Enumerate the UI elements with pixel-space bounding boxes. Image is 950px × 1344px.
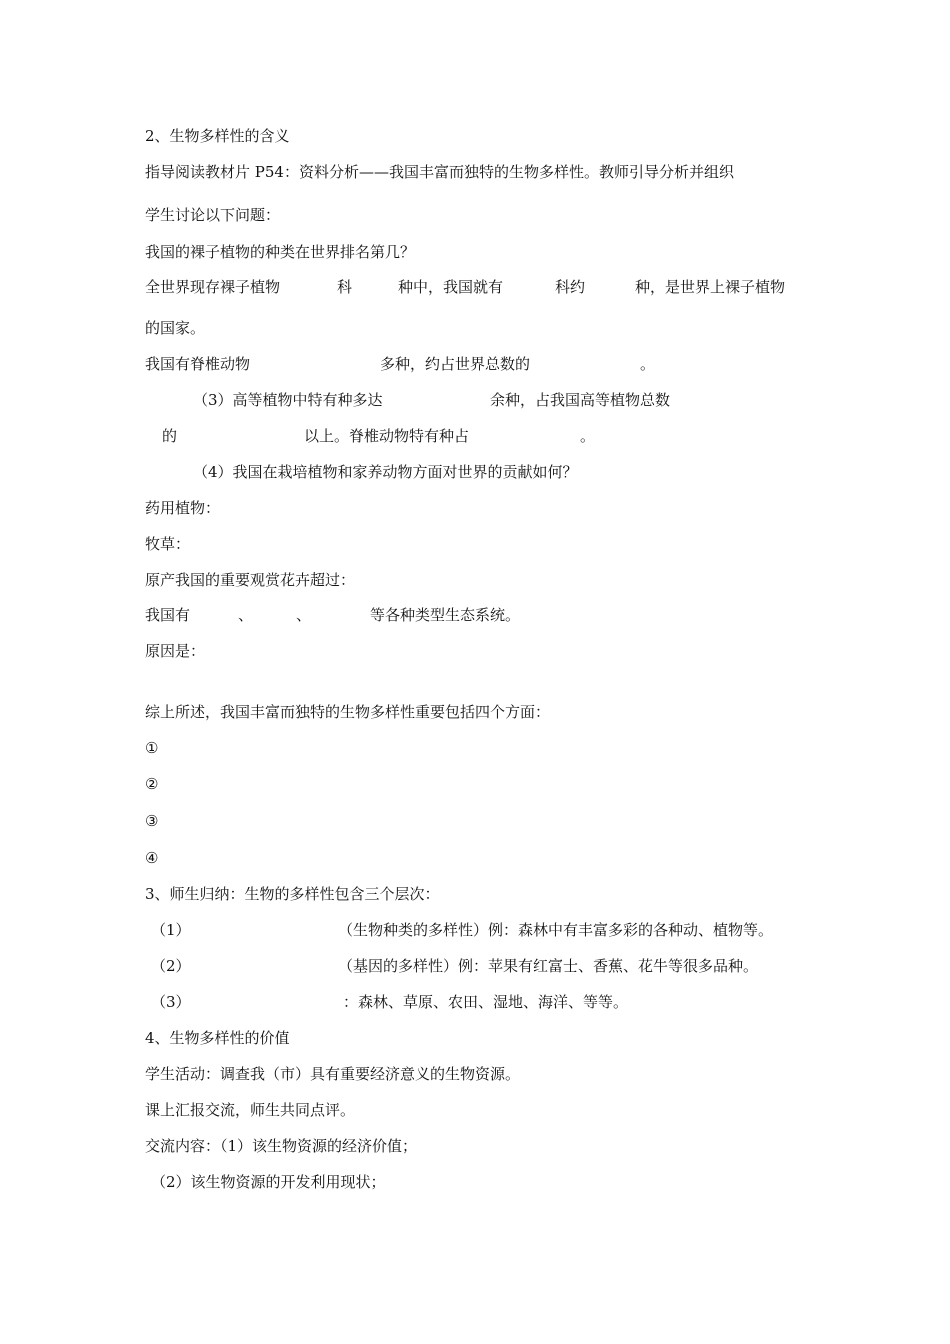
text-line: （2） [151,957,191,975]
text-line: 课上汇报交流，师生共同点评。 [145,1101,356,1119]
text-line: 等各种类型生态系统。 [370,606,521,624]
text-line: 的国家。 [145,319,206,337]
text-line: 原因是： [145,642,206,660]
text-line: 的 [162,427,178,445]
text-line: 。 [640,355,656,373]
list-item: ③ [145,812,159,830]
list-item: ① [145,739,159,757]
section-heading-2: 2、生物多样性的含义 [145,127,290,145]
text-line: 综上所述，我国丰富而独特的生物多样性重要包括四个方面： [145,703,551,721]
section-heading-3: 3、师生归纳：生物的多样性包含三个层次： [145,885,440,903]
text-line: 、 [238,606,254,624]
text-line: 。 [580,427,596,445]
text-line: 种，是世界上裸子植物 [635,278,786,296]
text-line: 科 [337,278,353,296]
text-line: （3）高等植物中特有种多达 [193,391,383,409]
text-line: 牧草： [145,535,191,553]
text-line: 我国有脊椎动物 [145,355,251,373]
question-line: 我国的裸子植物的种类在世界排名第几？ [145,243,416,261]
list-item: ② [145,775,159,793]
question-line: （4）我国在栽培植物和家养动物方面对世界的贡献如何？ [193,463,578,481]
text-line: 我国有 [145,606,191,624]
text-line: 原产我国的重要观赏花卉超过： [145,571,356,589]
section-heading-4: 4、生物多样性的价值 [145,1029,290,1047]
text-line: 科约 [555,278,586,296]
text-line: （生物种类的多样性）例：森林中有丰富多彩的各种动、植物等。 [338,921,774,939]
text-line: 药用植物： [145,499,221,517]
text-line: ：森林、草原、农田、湿地、海洋、等等。 [343,993,629,1011]
text-line: 多种，约占世界总数的 [380,355,531,373]
text-line: 以上。脊椎动物特有种占 [304,427,470,445]
text-line: （基因的多样性）例：苹果有红富士、香蕉、花牛等很多品种。 [338,957,759,975]
text-line: （3） [151,993,191,1011]
text-line: 种中，我国就有 [398,278,504,296]
text-line: 交流内容：（1）该生物资源的经济价值； [145,1137,418,1155]
text-line: （1） [151,921,191,939]
text-line: 指导阅读教材片 P54：资料分析——我国丰富而独特的生物多样性。教师引导分析并组织 [145,163,734,181]
text-line: 全世界现存裸子植物 [145,278,281,296]
text-line: 余种，占我国高等植物总数 [490,391,671,409]
list-item: ④ [145,849,159,867]
text-line: 学生讨论以下问题： [145,206,281,224]
text-line: 、 [296,606,312,624]
text-line: （2）该生物资源的开发利用现状； [151,1173,386,1191]
text-line: 学生活动：调查我（市）具有重要经济意义的生物资源。 [145,1065,521,1083]
